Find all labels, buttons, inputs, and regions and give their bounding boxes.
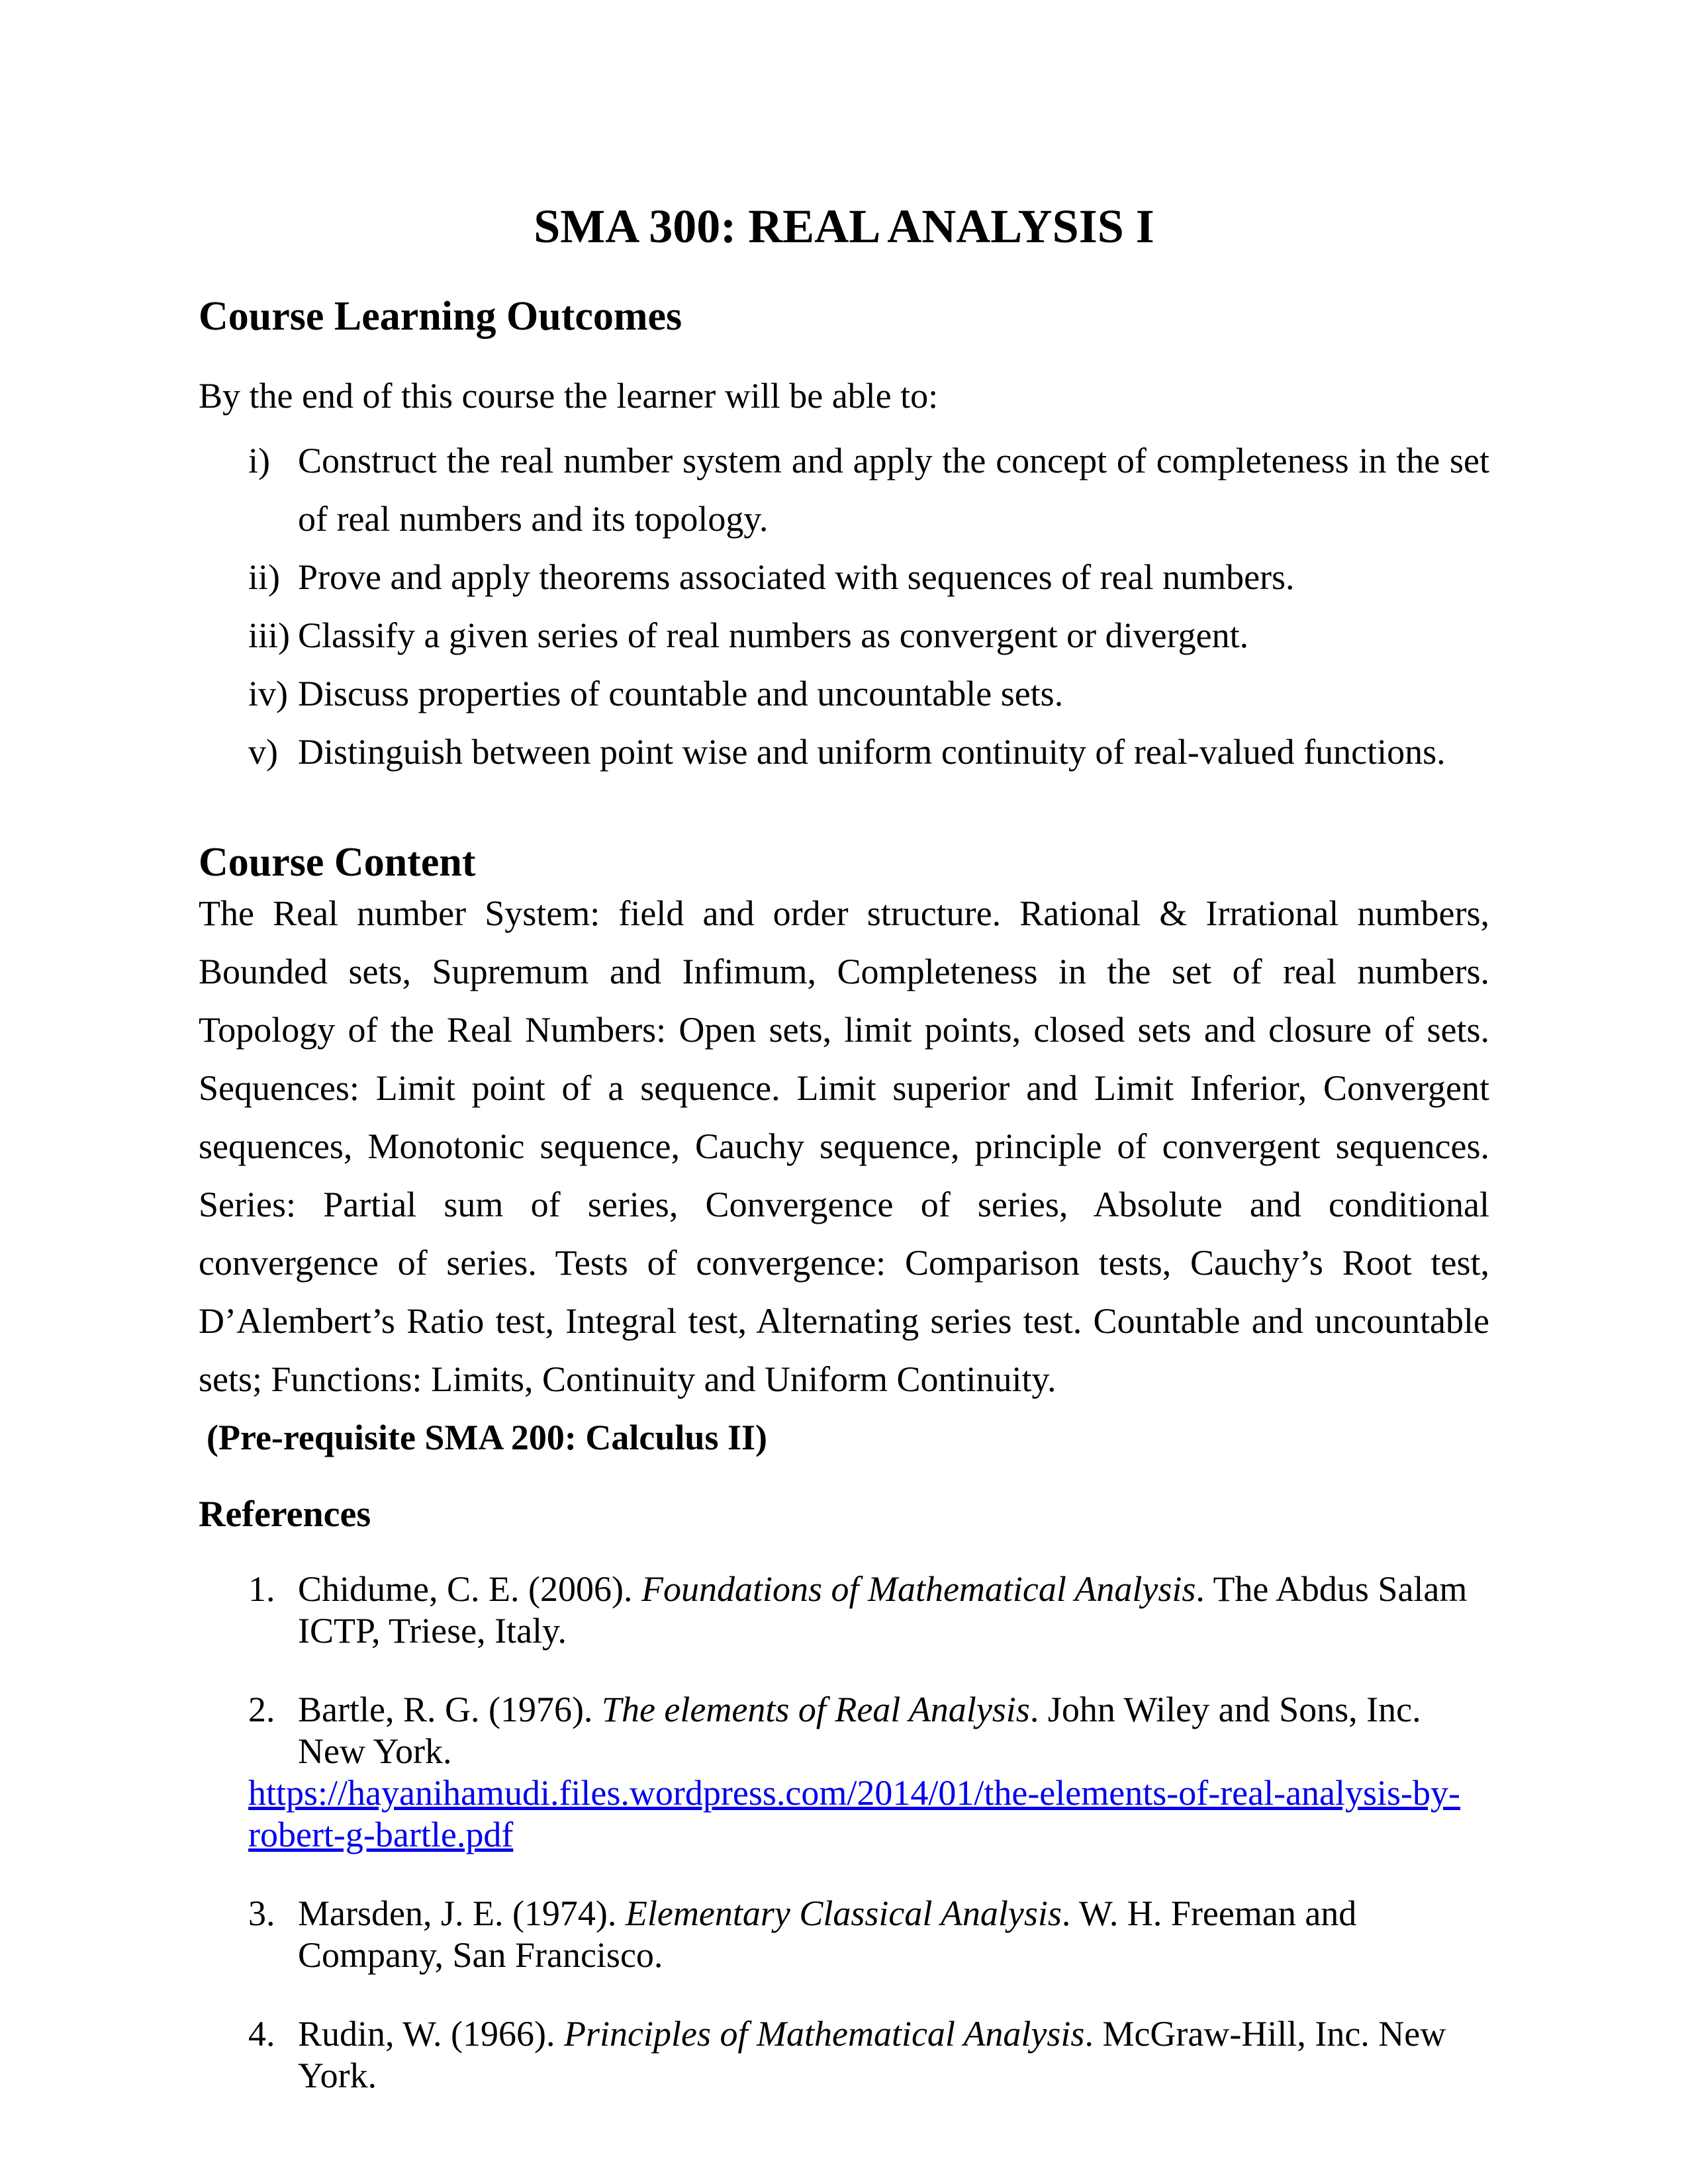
reference-item (199, 1893, 1489, 1976)
reference-number: 1. (248, 1569, 275, 1609)
course-content-paragraph: The Real number System: field and order structure. Rational & Irrational numbers, Bounded sets, Supremum and Infimum, Completeness in the set of real numbers. Topology of the Real Numbers: Open sets, limit points, closed sets and closure of sets. Sequences: Limit point of a sequence. Limit superior and Limit Inferior, Convergent sequences, Monotonic sequence, Cauchy sequence, principle of convergent sequences. Series: Partial sum of series, Convergence of series, Absolute and conditional convergence of series. Tests of convergence: Comparison tests, Cauchy’s Root test, D’Alembert’s Ratio test, Integral test, Alternating series test. Countable and uncountable sets; Functions: Limits, Continuity and Uniform Continuity. (199, 893, 1489, 1399)
reference-url-link[interactable]: https://hayanihamudi.files.wordpress.com/2014/01/the-elements-of-real-analysis-by-robert-g-bartle.pdf (248, 1773, 1461, 1854)
learning-outcomes-list (199, 432, 1489, 781)
reference-citation-text: . John Wiley and Sons, Inc. New York. (298, 1690, 1421, 1771)
reference-citation-text: . McGraw-Hill, Inc. New York. (298, 2014, 1446, 2095)
reference-book-title: Principles of Mathematical Analysis (564, 2014, 1085, 2054)
reference-citation-text: . The Abdus Salam ICTP, Triese, Italy. (298, 1569, 1468, 1651)
list-item-marker: v) (248, 732, 278, 772)
reference-citation (298, 1569, 1489, 1652)
reference-number: 4. (248, 2014, 275, 2054)
list-item-text: Classify a given series of real numbers as convergent or divergent. (298, 615, 1249, 655)
learning-outcomes-intro: By the end of this course the learner will be able to: (199, 376, 939, 416)
list-item (199, 723, 1489, 781)
list-item-text: Discuss properties of countable and uncountable sets. (298, 674, 1064, 713)
reference-citation-text: Chidume, C. E. (2006). (298, 1569, 641, 1609)
reference-book-title: Foundations of Mathematical Analysis (641, 1569, 1196, 1609)
reference-citation (298, 2013, 1489, 2097)
reference-item (199, 1569, 1489, 1652)
reference-citation-text: . W. H. Freeman and Company, San Francisco. (298, 1893, 1357, 1975)
prerequisite-note: (Pre-requisite SMA 200: Calculus II) (207, 1418, 767, 1457)
list-item (199, 606, 1489, 664)
reference-item (199, 2013, 1489, 2097)
references-list (199, 1569, 1489, 2097)
list-item (199, 664, 1489, 723)
reference-citation-text: Marsden, J. E. (1974). (298, 1893, 626, 1933)
course-content-heading: Course Content (199, 840, 476, 885)
page-title: SMA 300: REAL ANALYSIS I (534, 200, 1154, 253)
list-item-text: Construct the real number system and apply the concept of completeness in the set of real numbers and its topology. (298, 441, 1489, 539)
list-item-text: Prove and apply theorems associated with sequences of real numbers. (298, 557, 1295, 597)
list-item-text: Distinguish between point wise and uniform continuity of real-valued functions. (298, 732, 1446, 772)
reference-citation-text: Bartle, R. G. (1976). (298, 1690, 602, 1729)
list-item-marker: iii) (248, 615, 290, 655)
reference-citation (248, 1689, 1489, 1856)
reference-citation-text: Rudin, W. (1966). (298, 2014, 565, 2054)
reference-number: 3. (248, 1893, 275, 1933)
reference-book-title: The elements of Real Analysis (601, 1690, 1030, 1729)
learning-outcomes-heading: Course Learning Outcomes (199, 294, 682, 339)
list-item-marker: i) (248, 441, 270, 480)
reference-book-title: Elementary Classical Analysis (625, 1893, 1062, 1933)
reference-number: 2. (248, 1690, 275, 1729)
list-item-marker: iv) (248, 674, 288, 713)
list-item-marker: ii) (248, 557, 280, 597)
reference-citation (298, 1893, 1489, 1976)
list-item (199, 432, 1489, 548)
list-item (199, 548, 1489, 606)
references-heading: References (199, 1494, 371, 1535)
reference-item (199, 1689, 1489, 1856)
